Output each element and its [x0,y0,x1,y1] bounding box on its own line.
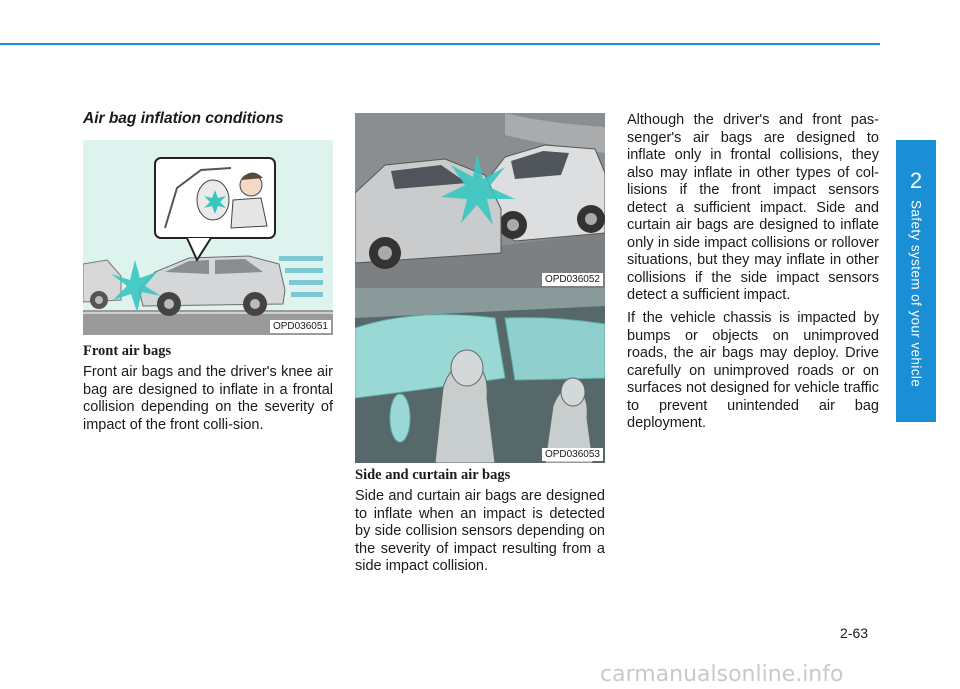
footer-watermark: carmanualsonline.info [600,662,844,687]
page-number: 2-63 [840,625,869,641]
chapter-number: 2 [909,168,923,193]
side-curtain-heading: Side and curtain air bags [355,467,511,483]
chapter-title: Safety system of your vehicle [908,200,924,388]
curtain-airbag-figure [355,288,605,463]
deployment-paragraph-1: Although the driver's and front pas-senger's air bags are designed to inflate only in frontal collisions, they also may inflate in other types of col-lisions if the front impact sensors detect a sufficient impact. Side and curtain air bags are designed to inflate only in side impact collisions or rollover situations, but they may inflate in other collisions if the side impact sensors detect a sufficient impact. [627,112,879,303]
figure-code: OPD036051 [270,320,331,333]
front-air-bags-heading: Front air bags [83,343,172,359]
figure-code: OPD036052 [542,273,603,286]
chapter-tab [896,140,936,422]
curtain-airbag-illustration [355,288,605,463]
deployment-paragraph-2: If the vehicle chassis is impacted by bumps or objects on unimproved roads, the air bags may deploy. Drive carefully on unimproved roads or on surfaces not designed for vehicle traffic to prevent unintended air bag deployment. [627,310,879,431]
side-collision-illustration [355,113,605,288]
front-air-bags-text: Front air bags and the driver's knee air bag are designed to inflate in a frontal collision depending on the severity of impact of the front colli-sion. [83,364,333,433]
front-collision-illustration [83,140,333,335]
header-rule [0,43,880,45]
side-curtain-text: Side and curtain air bags are designed to inflate when an impact is detected by side collision sensors depending on the severity of impact resulting from a side impact collision. [355,488,605,574]
side-collision-figure [355,113,605,288]
figure-code: OPD036053 [542,448,603,461]
front-collision-figure [83,140,333,335]
section-heading: Air bag inflation conditions [83,110,284,127]
